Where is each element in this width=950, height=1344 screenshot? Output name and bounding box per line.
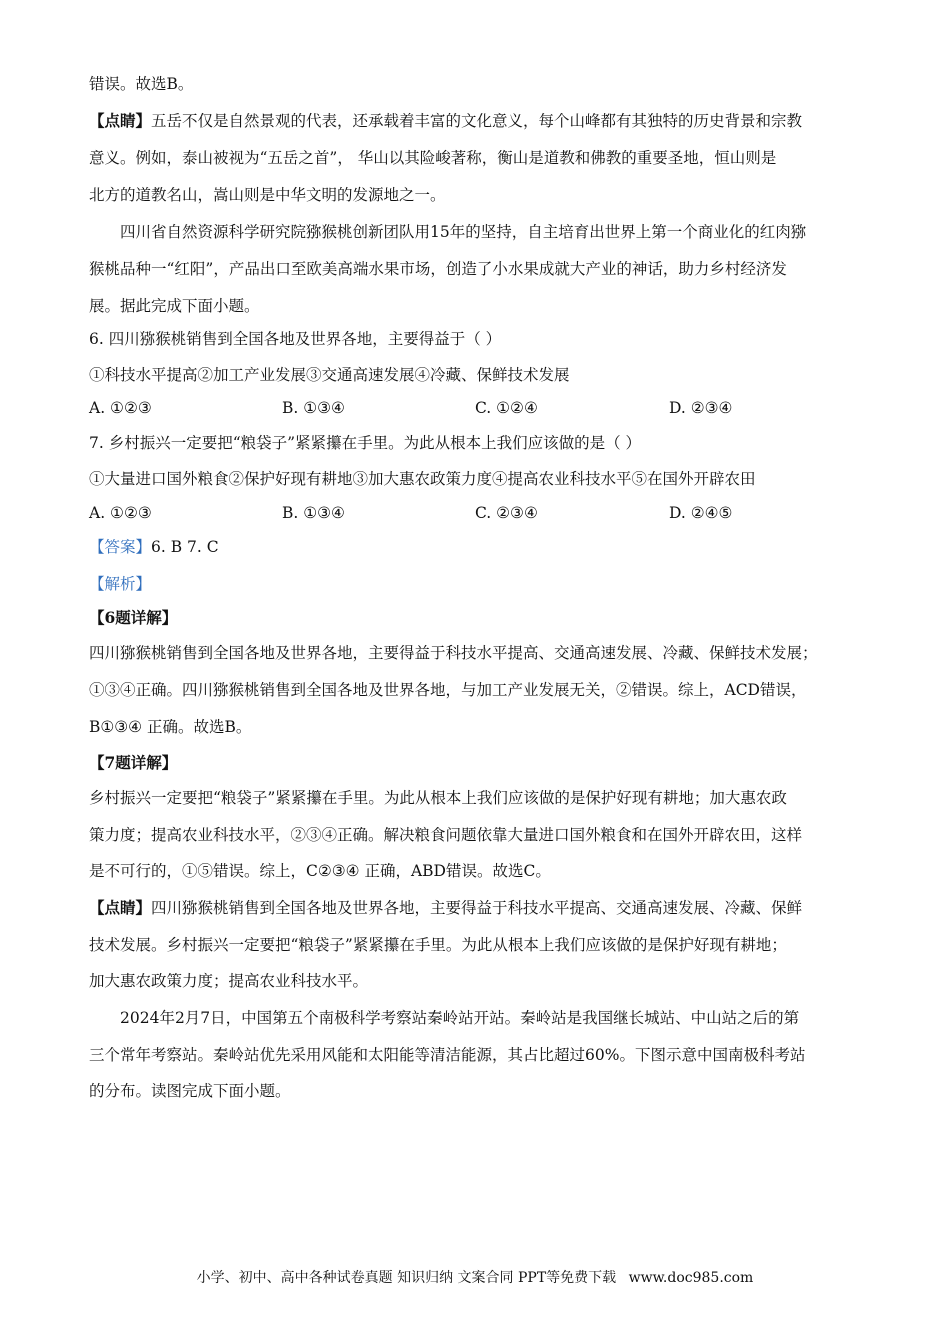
explanation-line: 乡村振兴一定要把“粮袋子”紧紧攥在手里。为此从根本上我们应该做的是保护好现有耕地；加大惠农政 — [89, 789, 787, 807]
passage-line: 三个常年考察站。秦岭站优先采用风能和太阳能等清洁能源，其占比超过60%。下图示意中国南极科考站 — [89, 1046, 806, 1064]
option-d: D. ②④⑤ — [669, 504, 733, 522]
option-a: A. ①②③ — [89, 399, 152, 417]
answer-text: 6. B 7. C — [151, 538, 219, 556]
dianjing-text: 四川猕猴桃销售到全国各地及世界各地，主要得益于科技水平提高、交通高速发展、冷藏、保鲜 — [151, 899, 803, 917]
dianjing-tag: 【点睛】 — [89, 898, 152, 917]
footer-text: 小学、初中、高中各种试卷真题 知识归纳 文案合同 PPT等免费下载 — [196, 1270, 617, 1286]
dianjing-text: 五岳不仅是自然景观的代表，还承载着丰富的文化意义，每个山峰都有其独特的历史背景和宗教 — [151, 112, 803, 130]
question-7-stem: 7. 乡村振兴一定要把“粮袋子”紧紧攥在手里。为此从根本上我们应该做的是（ ） — [89, 434, 641, 452]
footer-link[interactable]: www.doc985.com — [628, 1270, 754, 1286]
paragraph-line: 加大惠农政策力度；提高农业科技水平。 — [89, 972, 369, 990]
explanation-line: ①③④正确。四川猕猴桃销售到全国各地及世界各地，与加工产业发展无关，②错误。综上，ACD错误， — [89, 681, 807, 699]
question-7-items: ①大量进口国外粮食②保护好现有耕地③加大惠农政策力度④提高农业科技水平⑤在国外开辟农田 — [89, 470, 756, 488]
question-6-options — [89, 397, 869, 419]
answer-line — [89, 536, 869, 558]
explanation-line: B①③④ 正确。故选B。 — [89, 718, 252, 736]
dianjing-line — [89, 110, 869, 132]
explanation-line: 是不可行的，①⑤错误。综上，C②③④ 正确，ABD错误。故选C。 — [89, 862, 551, 880]
dianjing-tag: 【点睛】 — [89, 111, 152, 130]
passage-line: 四川省自然资源科学研究院猕猴桃创新团队用15年的坚持，自主培育出世界上第一个商业化的红肉猕 — [120, 223, 807, 241]
explanation-line: 策力度；提高农业科技水平，②③④正确。解决粮食问题依靠大量进口国外粮食和在国外开辟农田，这样 — [89, 826, 803, 844]
answer-tag: 【答案】 — [89, 538, 152, 556]
question-6-items: ①科技水平提高②加工产业发展③交通高速发展④冷藏、保鲜技术发展 — [89, 366, 570, 384]
option-a: A. ①②③ — [89, 504, 152, 522]
paragraph-line: 北方的道教名山，嵩山则是中华文明的发源地之一。 — [89, 186, 446, 204]
q7-detail-heading: 【7题详解】 — [89, 753, 178, 772]
option-c: C. ②③④ — [475, 504, 538, 522]
option-b: B. ①③④ — [282, 504, 345, 522]
dianjing-line — [89, 897, 869, 919]
explanation-line: 四川猕猴桃销售到全国各地及世界各地，主要得益于科技水平提高、交通高速发展、冷藏、保鲜技术发展； — [89, 644, 818, 662]
question-7-options — [89, 502, 869, 524]
option-b: B. ①③④ — [282, 399, 345, 417]
question-6-stem: 6. 四川猕猴桃销售到全国各地及世界各地，主要得益于（ ） — [89, 330, 502, 348]
passage-line: 猴桃品种一“红阳”，产品出口至欧美高端水果市场，创造了小水果成就大产业的神话，助力乡村经济发 — [89, 260, 787, 278]
paragraph-line: 错误。故选B。 — [89, 75, 194, 93]
passage-line: 的分布。读图完成下面小题。 — [89, 1082, 291, 1100]
option-c: C. ①②④ — [475, 399, 538, 417]
page-footer — [0, 1268, 950, 1288]
passage-line: 2024年2月7日，中国第五个南极科学考察站秦岭站开站。秦岭站是我国继长城站、中山站之后的第 — [120, 1009, 800, 1027]
paragraph-line: 技术发展。乡村振兴一定要把“粮袋子”紧紧攥在手里。为此从根本上我们应该做的是保护好现有耕地； — [89, 936, 787, 954]
analysis-tag: 【解析】 — [89, 575, 152, 593]
passage-line: 展。据此完成下面小题。 — [89, 297, 260, 315]
option-d: D. ②③④ — [669, 399, 733, 417]
paragraph-line: 意义。例如，泰山被视为“五岳之首”， 华山以其险峻著称，衡山是道教和佛教的重要圣地，恒山则是 — [89, 149, 777, 167]
q6-detail-heading: 【6题详解】 — [89, 608, 178, 627]
